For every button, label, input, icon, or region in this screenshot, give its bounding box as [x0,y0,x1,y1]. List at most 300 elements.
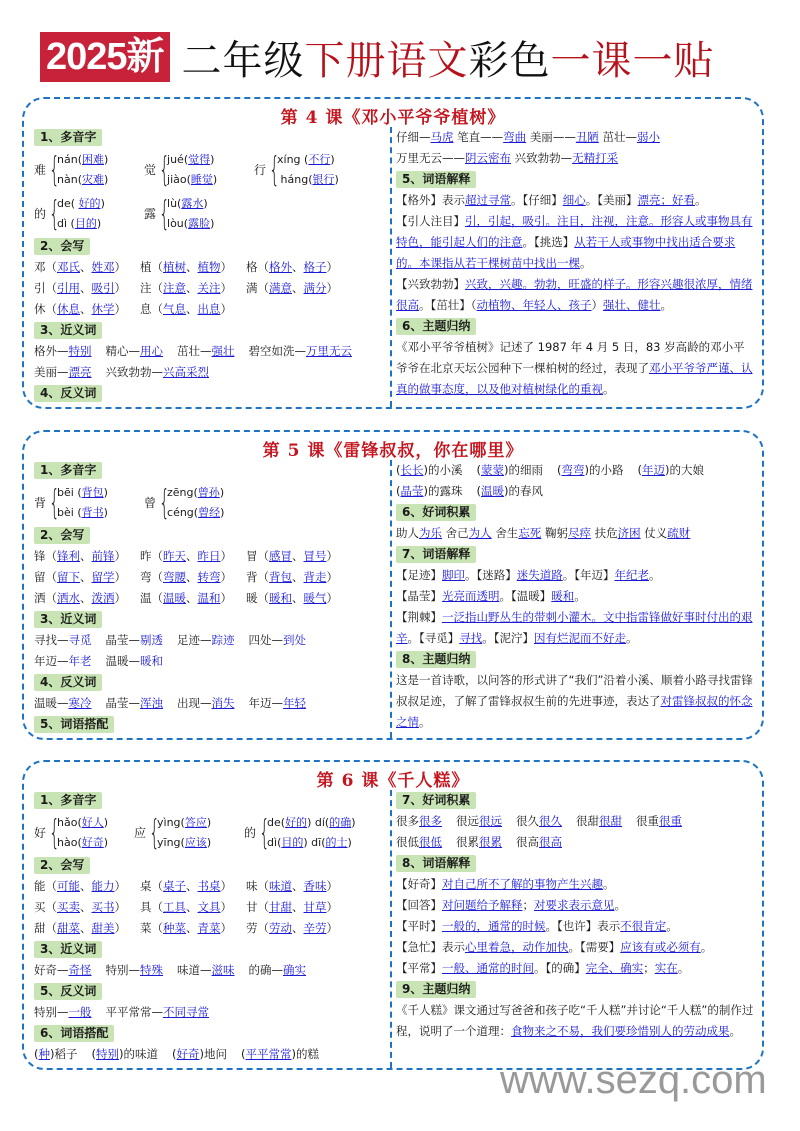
word-link[interactable]: 睡觉 [190,173,213,186]
explain-text: 【荆棘】 [396,610,442,624]
poly-char: 好 [34,825,47,840]
pinyin: háng [280,173,309,186]
word-link[interactable]: 植树 [163,260,186,274]
word-link[interactable]: 露水 [181,197,204,210]
page-header [40,32,715,82]
lesson-title: 第 4 课《邓小平爷爷植树》 [280,108,506,128]
word-link[interactable]: 年轻 [283,696,306,710]
word-link[interactable]: 温和 [197,591,221,605]
word-link[interactable]: 洒水 [57,591,80,605]
brace-icon: { [269,150,280,190]
word-link[interactable]: 暖和 [269,591,292,605]
summary-link[interactable]: 邓小平爷爷严谨、认真的做事态度，以及他对植树绿化的重视 [396,361,753,396]
summary-text: 《千人糕》课文通过写爸爸和孩子吃“千人糕”并讨论“千人糕”的制作过程，说明了一个道理： [396,1003,754,1038]
explain-text: 。 [626,631,638,645]
explain-link[interactable]: 不很肯定 [620,919,667,933]
brace-icon: { [49,194,60,234]
synonym-row: 好奇—奇怪 特别—特殊 味道—滋味 的确—确实 [34,963,306,977]
explain-text: 。 [666,919,678,933]
explain-text: 。 [649,568,661,582]
word-link[interactable]: 蒙蒙 [481,463,504,477]
word: 好奇 [34,963,57,977]
synonym-row: 寻找—寻觅 晶莹—剔透 足迹—踪迹 四处—到处 [34,633,306,647]
left-column [34,127,384,404]
brace-icon: { [159,150,170,190]
word-link[interactable]: 很久 [539,814,562,828]
word-link[interactable]: 关注 [197,281,221,295]
collocation-row: (种)稻子 (特别)的味道 (好奇)地问 (平平常常)的糕 [34,1047,319,1061]
word: 的春风 [508,484,543,498]
word-link[interactable]: 青菜 [197,921,221,935]
word-link[interactable]: 好奇 [176,1047,200,1061]
pinyin: nàn [57,173,78,186]
word-link[interactable]: 感冒 [269,549,292,563]
word: 稻子 [54,1047,78,1061]
summary-link[interactable]: 对雷锋叔叔的怀念之情 [396,694,753,729]
word-link[interactable]: 到处 [283,633,306,647]
char: 邓 [34,260,46,274]
word-link[interactable]: 不行 [308,153,331,166]
poly-char: 露 [144,206,157,221]
word: 的糕 [296,1047,319,1061]
explain-link[interactable]: 一般、通常的时间 [442,961,534,975]
poly-char: 应 [134,825,147,840]
word-link[interactable]: 兴高采烈 [163,365,209,379]
explain-link[interactable]: 从若干人或事物中找出适合要求的。本课指从若干棵树苗中找出一棵 [396,235,736,270]
dash: —— [442,151,465,165]
word-link[interactable]: 很甜 [599,814,622,828]
char: 能 [34,879,46,893]
word-link[interactable]: 引用 [57,281,80,295]
poly-char: 背 [34,495,47,510]
section-heading: 7、好词积累 [396,792,476,809]
word-link[interactable]: 尽瘁 [567,526,591,540]
word-link[interactable]: 出息 [197,302,221,316]
explain-link[interactable]: 应该有或必须有 [620,940,701,954]
right-column [396,127,756,400]
word-link[interactable]: 满分 [303,281,327,295]
explain-text: 。【美丽】 [585,193,638,207]
title-part: 彩色 [468,37,551,84]
write-row: 邓（邓氏、姓邓） 植（植树、植物） 格（格外、格子） [34,260,338,274]
word-link[interactable]: 好奇 [81,836,104,849]
explain-link[interactable]: 超过寻常 [465,193,511,207]
section-heading: 7、词语解释 [396,546,476,563]
explain-link[interactable]: 寻找 [459,631,483,645]
polyphone: 的 { de(好的) dí(的确) dì(目的) dī(的士) [244,813,356,853]
explain-link[interactable]: 一般的，通常的时候 [442,919,546,933]
word-link[interactable]: 寻觅 [68,633,92,647]
explain-link[interactable]: 年纪老 [614,568,649,582]
dash: — [419,130,431,144]
section-heading: 3、近义词 [34,611,102,628]
char: 温 [140,591,152,605]
explain-link[interactable]: 对自己所不了解的事物产生兴趣 [442,877,603,891]
word-link[interactable]: 剔透 [140,633,163,647]
word: 四处 [248,633,272,647]
word: 平平常常 [105,1005,152,1019]
word: 舍生 [495,526,519,540]
word-link[interactable]: 气息 [163,302,186,316]
word-link[interactable]: 昨天 [163,549,186,563]
word-link[interactable]: 无精打采 [572,151,619,165]
word-link[interactable]: 目的 [281,836,304,849]
word-link[interactable]: 阴云密布 [465,151,511,165]
explain-link[interactable]: 光亮而透明 [442,589,500,603]
char: 息 [140,302,152,316]
word-link[interactable]: 不同寻常 [163,1005,209,1019]
word-link[interactable]: 特别 [96,1047,119,1061]
pinyin: bèi [57,506,74,519]
pinyin: yīng [157,836,181,849]
char: 注 [140,281,152,295]
word-link[interactable]: 暖和 [140,654,163,668]
word-link[interactable]: 温暖 [163,591,186,605]
pinyin: jué [167,153,184,166]
explain-link[interactable]: 一泛指山野丛生的带刺小灌木。文中指雷锋做好事时付出的艰辛 [396,610,753,645]
dash: —— [480,130,504,144]
synonym-row: 年迈—年老 温暖—暖和 [34,654,163,668]
word-link[interactable]: 很远 [479,814,502,828]
collocation-row: (长长)的小溪 (蒙蒙)的细雨 (弯弯)的小路 (年迈)的大娘 [396,463,704,477]
explain-text: 。 [603,877,615,891]
word: 年迈 [34,654,57,668]
word: 鞠躬 [544,526,568,540]
word-link[interactable]: 种菜 [163,921,186,935]
write-row: 能（可能、能力） 桌（桌子、书桌） 味（味道、香味） [34,879,338,893]
word-link[interactable]: 温暖 [481,484,504,498]
explain-block [396,874,756,979]
word: 仗义 [644,526,668,540]
word-link[interactable]: 的确 [329,816,352,829]
word-link[interactable]: 买书 [91,900,115,914]
word-link[interactable]: 忘死 [518,526,542,540]
write-row: 买（买卖、买书） 具（工具、文具） 甘（甘甜、甘草） [34,900,338,914]
word-link[interactable]: 应该 [184,836,207,849]
word-link[interactable]: 昨日 [197,549,221,563]
word-link[interactable]: 满意 [269,281,292,295]
explain-text: 【晶莹】 [396,589,442,603]
word-link[interactable]: 锋利 [57,549,80,563]
word-link[interactable]: 可能 [57,879,80,893]
word: 助人 [396,526,419,540]
word-link[interactable]: 弯曲 [503,130,527,144]
brace-icon: { [259,813,270,853]
char: 弯 [140,570,152,584]
word-link[interactable]: 泼洒 [91,591,115,605]
word-link[interactable]: 留下 [57,570,80,584]
explain-link[interactable]: 漂亮；好看 [637,193,695,207]
explain-link[interactable]: 心里着急，动作加快 [465,940,569,954]
explain-link[interactable]: 因有烂泥而不好走 [534,631,626,645]
word-link[interactable]: 休学 [91,302,115,316]
pinyin: nán [57,153,78,166]
explain-text: 【兴致勃勃】 [396,277,465,291]
word: 很远 [456,814,479,828]
brace-icon: { [149,813,160,853]
word: 温暖 [105,654,129,668]
explain-text: 【回答】 [396,898,442,912]
explain-link[interactable]: 细心 [562,193,586,207]
word-link[interactable]: 特殊 [140,963,163,977]
explain-text: 。【年迈】 [562,568,615,582]
pinyin: dì [57,217,68,230]
explain-text: 【格外】表示 [396,193,465,207]
word: 扶危 [594,526,618,540]
word-link[interactable]: 曾孙 [197,486,220,499]
word-link[interactable]: 背书 [81,506,104,519]
word-link[interactable]: 劳动 [269,921,292,935]
section-heading: 1、多音字 [34,129,102,146]
word-link[interactable]: 休息 [57,302,80,316]
word: 味道 [177,963,200,977]
word-link[interactable]: 邓氏 [57,260,80,274]
word-link[interactable]: 丑陋 [575,130,599,144]
word-link[interactable]: 辛劳 [303,921,327,935]
word-link[interactable]: 特别 [68,344,92,358]
polyphone-row [34,192,384,236]
word-link[interactable]: 甘甜 [269,900,292,914]
title-part: 下册语文 [304,37,469,84]
explain-link[interactable]: 对要求表示意见 [534,898,615,912]
explain-link[interactable]: 兴致，兴趣。勃勃，旺盛的样子。形容兴趣很浓厚，情绪很高 [396,277,753,312]
explain-link[interactable]: 动植物、年轻人、孩子 [476,298,592,312]
char: 甜 [34,921,46,935]
word-link[interactable]: 灾难 [82,173,104,186]
word-link[interactable]: 甜菜 [57,921,80,935]
section-heading: 6、好词积累 [396,504,476,521]
word-link[interactable]: 姓邓 [91,260,115,274]
word-link[interactable]: 暖气 [303,591,327,605]
polyphone: 应 { yìng(答应) yīng(应该) [134,813,212,853]
word-link[interactable]: 为乐 [419,526,442,540]
column-divider [390,127,392,407]
char: 甘 [246,900,258,914]
section-heading: 4、反义词 [34,385,102,402]
word: 很重 [636,814,659,828]
explain-text: 。【的确】 [534,961,586,975]
word-link[interactable]: 甜美 [91,921,115,935]
pinyin: bēi [57,486,74,499]
word-link[interactable]: 背包 [81,486,104,499]
word: 地问 [204,1047,227,1061]
explain-text: 【好奇】 [396,877,442,891]
page-title [182,29,715,86]
word-link[interactable]: 寒冷 [68,696,92,710]
word-link[interactable]: 济困 [617,526,641,540]
word-link[interactable]: 困难 [82,153,104,166]
word-link[interactable]: 用心 [140,344,163,358]
word-link[interactable]: 背走 [303,570,327,584]
word: 美丽 [34,365,57,379]
section-heading: 2、会写 [34,527,90,544]
word-link[interactable]: 强壮 [211,344,235,358]
word-link[interactable]: 银行 [312,173,335,186]
summary-paragraph [396,1000,756,1042]
explain-link[interactable]: 引，引起，吸引。注目，注视，注意。形容人或事物具有特色，能引起人们的注意 [396,214,753,249]
word-link[interactable]: 背包 [269,570,292,584]
word-link[interactable]: 消失 [211,696,235,710]
word: 兴致勃勃 [105,365,152,379]
word-link[interactable]: 的士 [325,836,348,849]
word-link[interactable]: 露脸 [188,217,211,230]
word-link[interactable]: 很多 [419,814,442,828]
word-link[interactable]: 年迈 [642,463,665,477]
explain-text: 【平常】 [396,961,442,975]
pinyin: lòu [167,217,184,230]
word: 兴致勃勃 [514,151,561,165]
summary-text: 《邓小平爷爷植树》记述了 1987 年 4 月 5 日，83 岁高龄的邓小平爷爷在北京天坛公园种下一棵柏树的经过，表现了 [396,340,745,375]
word: 很久 [516,814,539,828]
word-link[interactable]: 滋味 [211,963,235,977]
word-link[interactable]: 好人 [81,816,104,829]
word-link[interactable]: 觉得 [188,153,211,166]
word-link[interactable]: 甘草 [303,900,327,914]
word-link[interactable]: 前锋 [91,549,115,563]
word-link[interactable]: 弯腰 [163,570,186,584]
explain-text: 。 [580,256,592,270]
word: 精心 [105,344,129,358]
word-link[interactable]: 弱小 [636,130,660,144]
pinyin: zēng [167,486,194,499]
polyphone: 背 { bēi (背包) bèi (背书) [34,483,108,523]
char: 买 [34,900,46,914]
explain-text: 。【寻觅】 [407,631,460,645]
word-link[interactable]: 漂亮 [68,365,92,379]
word-link[interactable]: 留学 [91,570,115,584]
word-link[interactable]: 好的 [285,816,308,829]
word-link[interactable]: 目的 [74,217,97,230]
explain-link[interactable]: 强壮、健壮 [603,298,661,312]
word-link[interactable]: 能力 [91,879,115,893]
word-link[interactable]: 踪迹 [211,633,235,647]
word-link[interactable]: 很重 [659,814,682,828]
word-link[interactable]: 冒号 [303,549,327,563]
lesson-5-card [22,430,764,740]
poly-char: 的 [34,206,47,221]
explain-link[interactable]: 对问题给予解释 [442,898,523,912]
word-link[interactable]: 好的 [78,197,101,210]
explain-link[interactable]: 暖和 [551,589,575,603]
punct: 。 [603,382,615,396]
explain-link[interactable]: 脚印 [442,568,465,582]
column-divider [390,790,392,1068]
explain-text: 【引人注目】 [396,214,465,228]
word-link[interactable]: 为人 [468,526,492,540]
word: 的露珠 [428,484,463,498]
lesson-6-card [22,760,764,1070]
polyphone-row [34,811,384,855]
word-link[interactable]: 转弯 [197,570,221,584]
word-link[interactable]: 疏财 [667,526,691,540]
polyphone-row [34,481,384,525]
word-link[interactable]: 味道 [269,879,292,893]
word-link[interactable]: 工具 [163,900,186,914]
section-heading: 2、会写 [34,238,90,255]
word: 很多 [396,814,419,828]
word: 格外 [34,344,57,358]
word-link[interactable]: 弯弯 [561,463,585,477]
pinyin: de [267,816,281,829]
word-link[interactable]: 晶莹 [400,484,424,498]
word-link[interactable]: 格子 [303,260,327,274]
word-link[interactable]: 文具 [197,900,221,914]
explain-text: 。【也许】表示 [545,919,621,933]
word-link[interactable]: 植物 [197,260,221,274]
word-link[interactable]: 浑浊 [140,696,163,710]
word: 的确 [248,963,272,977]
word-link[interactable]: 很高 [539,835,562,849]
word-link[interactable]: 长长 [400,463,424,477]
word-link[interactable]: 平平常常 [245,1047,292,1061]
char: 满 [246,281,258,295]
summary-paragraph [396,337,756,400]
word: 茁壮 [602,130,626,144]
word: 年迈 [248,696,272,710]
word: 很累 [456,835,479,849]
polyphone: 觉 { jué(觉得) jiào(睡觉) [144,150,218,190]
section-heading: 9、主题归纳 [396,981,476,998]
lesson-title: 第 6 课《千人糕》 [316,771,470,791]
explain-text: ； [643,961,655,975]
explain-link[interactable]: 迷失道路 [516,568,563,582]
word-link[interactable]: 很低 [419,835,442,849]
word-link[interactable]: 答应 [184,816,207,829]
explain-link[interactable]: 实在 [654,961,678,975]
word-link[interactable]: 注意 [163,281,186,295]
section-heading: 3、近义词 [34,941,102,958]
explain-link[interactable]: 完全、确实 [585,961,644,975]
word-link[interactable]: 书桌 [197,879,221,893]
summary-link[interactable]: 食物来之不易，我们要珍惜别人的劳动成果 [511,1024,730,1038]
char: 留 [34,570,46,584]
antonym-row [396,127,756,148]
word: 的小路 [589,463,624,477]
word-link[interactable]: 格外 [269,260,292,274]
poly-char: 行 [254,162,267,177]
char: 引 [34,281,46,295]
explain-text: ） [591,298,603,312]
word: 晶莹 [105,696,129,710]
word-link[interactable]: 香味 [303,879,327,893]
pinyin: lù [167,197,178,210]
antonym-row: 特别—一般 平平常常—不同寻常 [34,1005,209,1019]
char: 具 [140,900,152,914]
explain-text: 【足迹】 [396,568,442,582]
word-link[interactable]: 种 [38,1047,50,1061]
char: 洒 [34,591,46,605]
polyphone: 曾 { zēng(曾孙) céng(曾经) [144,483,225,523]
word-link[interactable]: 一般 [68,1005,92,1019]
word-link[interactable]: 马虎 [430,130,454,144]
word-link[interactable]: 奇怪 [68,963,92,977]
word-link[interactable]: 买卖 [57,900,80,914]
word-link[interactable]: 年老 [68,654,92,668]
polyphone-row [34,148,384,192]
explain-text: 【急忙】表示 [396,940,465,954]
word-link[interactable]: 吸引 [91,281,115,295]
right-column [396,790,756,1042]
word-link[interactable]: 曾经 [198,506,221,519]
brace-icon: { [49,813,60,853]
word-link[interactable]: 万里无云 [306,344,352,358]
pinyin: hào [57,836,78,849]
word-link[interactable]: 很累 [479,835,502,849]
lesson-4-card [22,97,764,409]
antonym-row [396,148,756,169]
word-link[interactable]: 桌子 [163,879,186,893]
word-link[interactable]: 确实 [283,963,306,977]
